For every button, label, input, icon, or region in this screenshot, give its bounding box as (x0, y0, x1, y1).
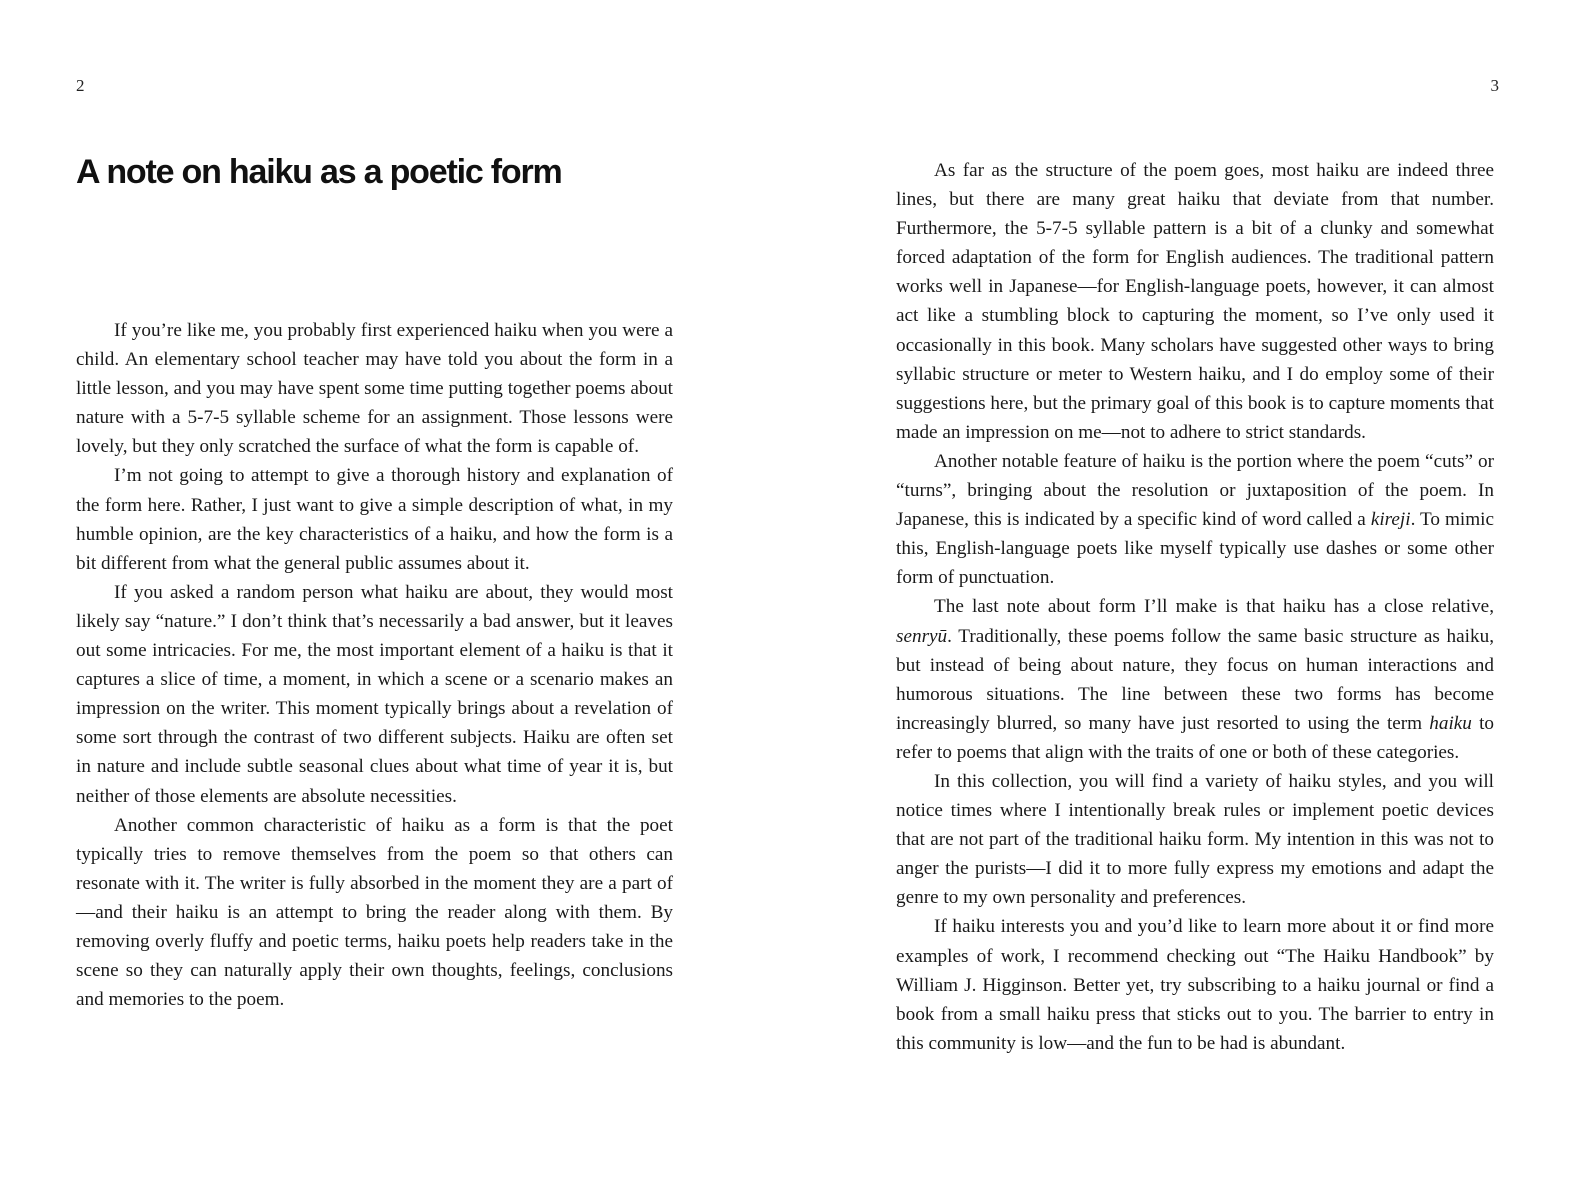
left-body-text (76, 316, 673, 1014)
paragraph: In this collection, you will find a variety of haiku styles, and you will notice times where I intentionally break rules or implement poetic devices that are not part of the traditional haiku form. My intention in this was not to anger the purists—I did it to more fully express my emotions and adapt the genre to my own personality and preferences. (896, 770, 1494, 909)
paragraph-text: to refer to poems that align with the traits of one or both of these categories. (896, 712, 1494, 763)
paragraph: Another common characteristic of haiku as a form is that the poet typically tries to remove themselves from the poem so that others can resonate with it. The writer is fully absorbed in the moment they are a part of—and their haiku is an attempt to bring the reader along with them. By removing overly fluffy and poetic terms, haiku poets help readers take in the scene so they can naturally apply their own thoughts, feelings, conclusions and memories to the poem. (76, 814, 673, 1011)
chapter-title: A note on haiku as a poetic form (76, 153, 562, 191)
paragraph-text: The last note about form I’ll make is that haiku has a close relative, (934, 596, 1494, 618)
paragraph-text: Another notable feature of haiku is the portion where the poem “cuts” or “turns”, bringing about the resolution or juxtaposition of the poem. In Japanese, this is indicated by a specific kind of word called a (896, 450, 1494, 531)
paragraph: As far as the structure of the poem goes, most haiku are indeed three lines, but there are many great haiku that deviate from that number. Furthermore, the 5-7-5 syllable pattern is a bit of a clunky and somewhat forced adaptation of the form for English audiences. The traditional pattern works well in Japanese—for English-language poets, however, it can almost act like a stumbling block to capturing the moment, so I’ve only used it occasionally in this book. Many scholars have suggested other ways to bring syllabic structure or meter to Western haiku, and I do employ some of their suggestions here, but the primary goal of this book is to capture moments that made an impression on me—not to adhere to strict standards. (896, 160, 1494, 443)
paragraph: If you asked a random person what haiku are about, they would most likely say “nature.” I don’t think that’s necessarily a bad answer, but it leaves out some intricacies. For me, the most important element of a haiku is that it captures a slice of time, a moment, in which a scene or a scenario makes an impression on the writer. This moment typically brings about a revelation of some sort through the contrast of two different subjects. Haiku are often set in nature and include subtle seasonal clues about what time of year it is, but neither of those elements are absolute necessities. (76, 581, 673, 807)
italic-term-kireji: kireji (1370, 509, 1411, 531)
right-body-text (896, 156, 1494, 1058)
left-page (0, 0, 787, 1200)
page-number-left: 2 (76, 76, 85, 95)
paragraph-text: . Traditionally, these poems follow the same basic structure as haiku, but instead of being about nature, they focus on human interactions and humorous situations. The line between these two forms has become increasingly blurred, so many have just resorted to using the term (896, 625, 1494, 734)
paragraph-text: . To mimic this, English-language poets like myself typically use dashes or some other form of punctuation. (896, 509, 1495, 589)
paragraph (896, 592, 1494, 767)
paragraph: If you’re like me, you probably first experienced haiku when you were a child. An elementary school teacher may have told you about the form in a little lesson, and you may have spent some time putting together poems about nature with a 5-7-5 syllable scheme for an assignment. Those lessons were lovely, but they only scratched the surface of what the form is capable of. (76, 320, 673, 458)
right-page (788, 0, 1575, 1200)
page-number-right: 3 (1490, 76, 1499, 95)
paragraph: I’m not going to attempt to give a thorough history and explanation of the form here. Rather, I just want to give a simple description of what, in my humble opinion, are the key characteristics of a haiku, and how the form is a bit different from what the general public assumes about it. (76, 465, 673, 574)
italic-term-senryu: senryū (896, 625, 948, 647)
paragraph: If haiku interests you and you’d like to learn more about it or find more examples of work, I recommend checking out “The Haiku Handbook” by William J. Higginson. Better yet, try subscribing to a haiku journal or find a book from a small haiku press that sticks out to you. The barrier to entry in this community is low—and the fun to be had is abundant. (896, 916, 1494, 1054)
italic-term-haiku: haiku (1429, 712, 1472, 734)
paragraph (896, 447, 1494, 592)
